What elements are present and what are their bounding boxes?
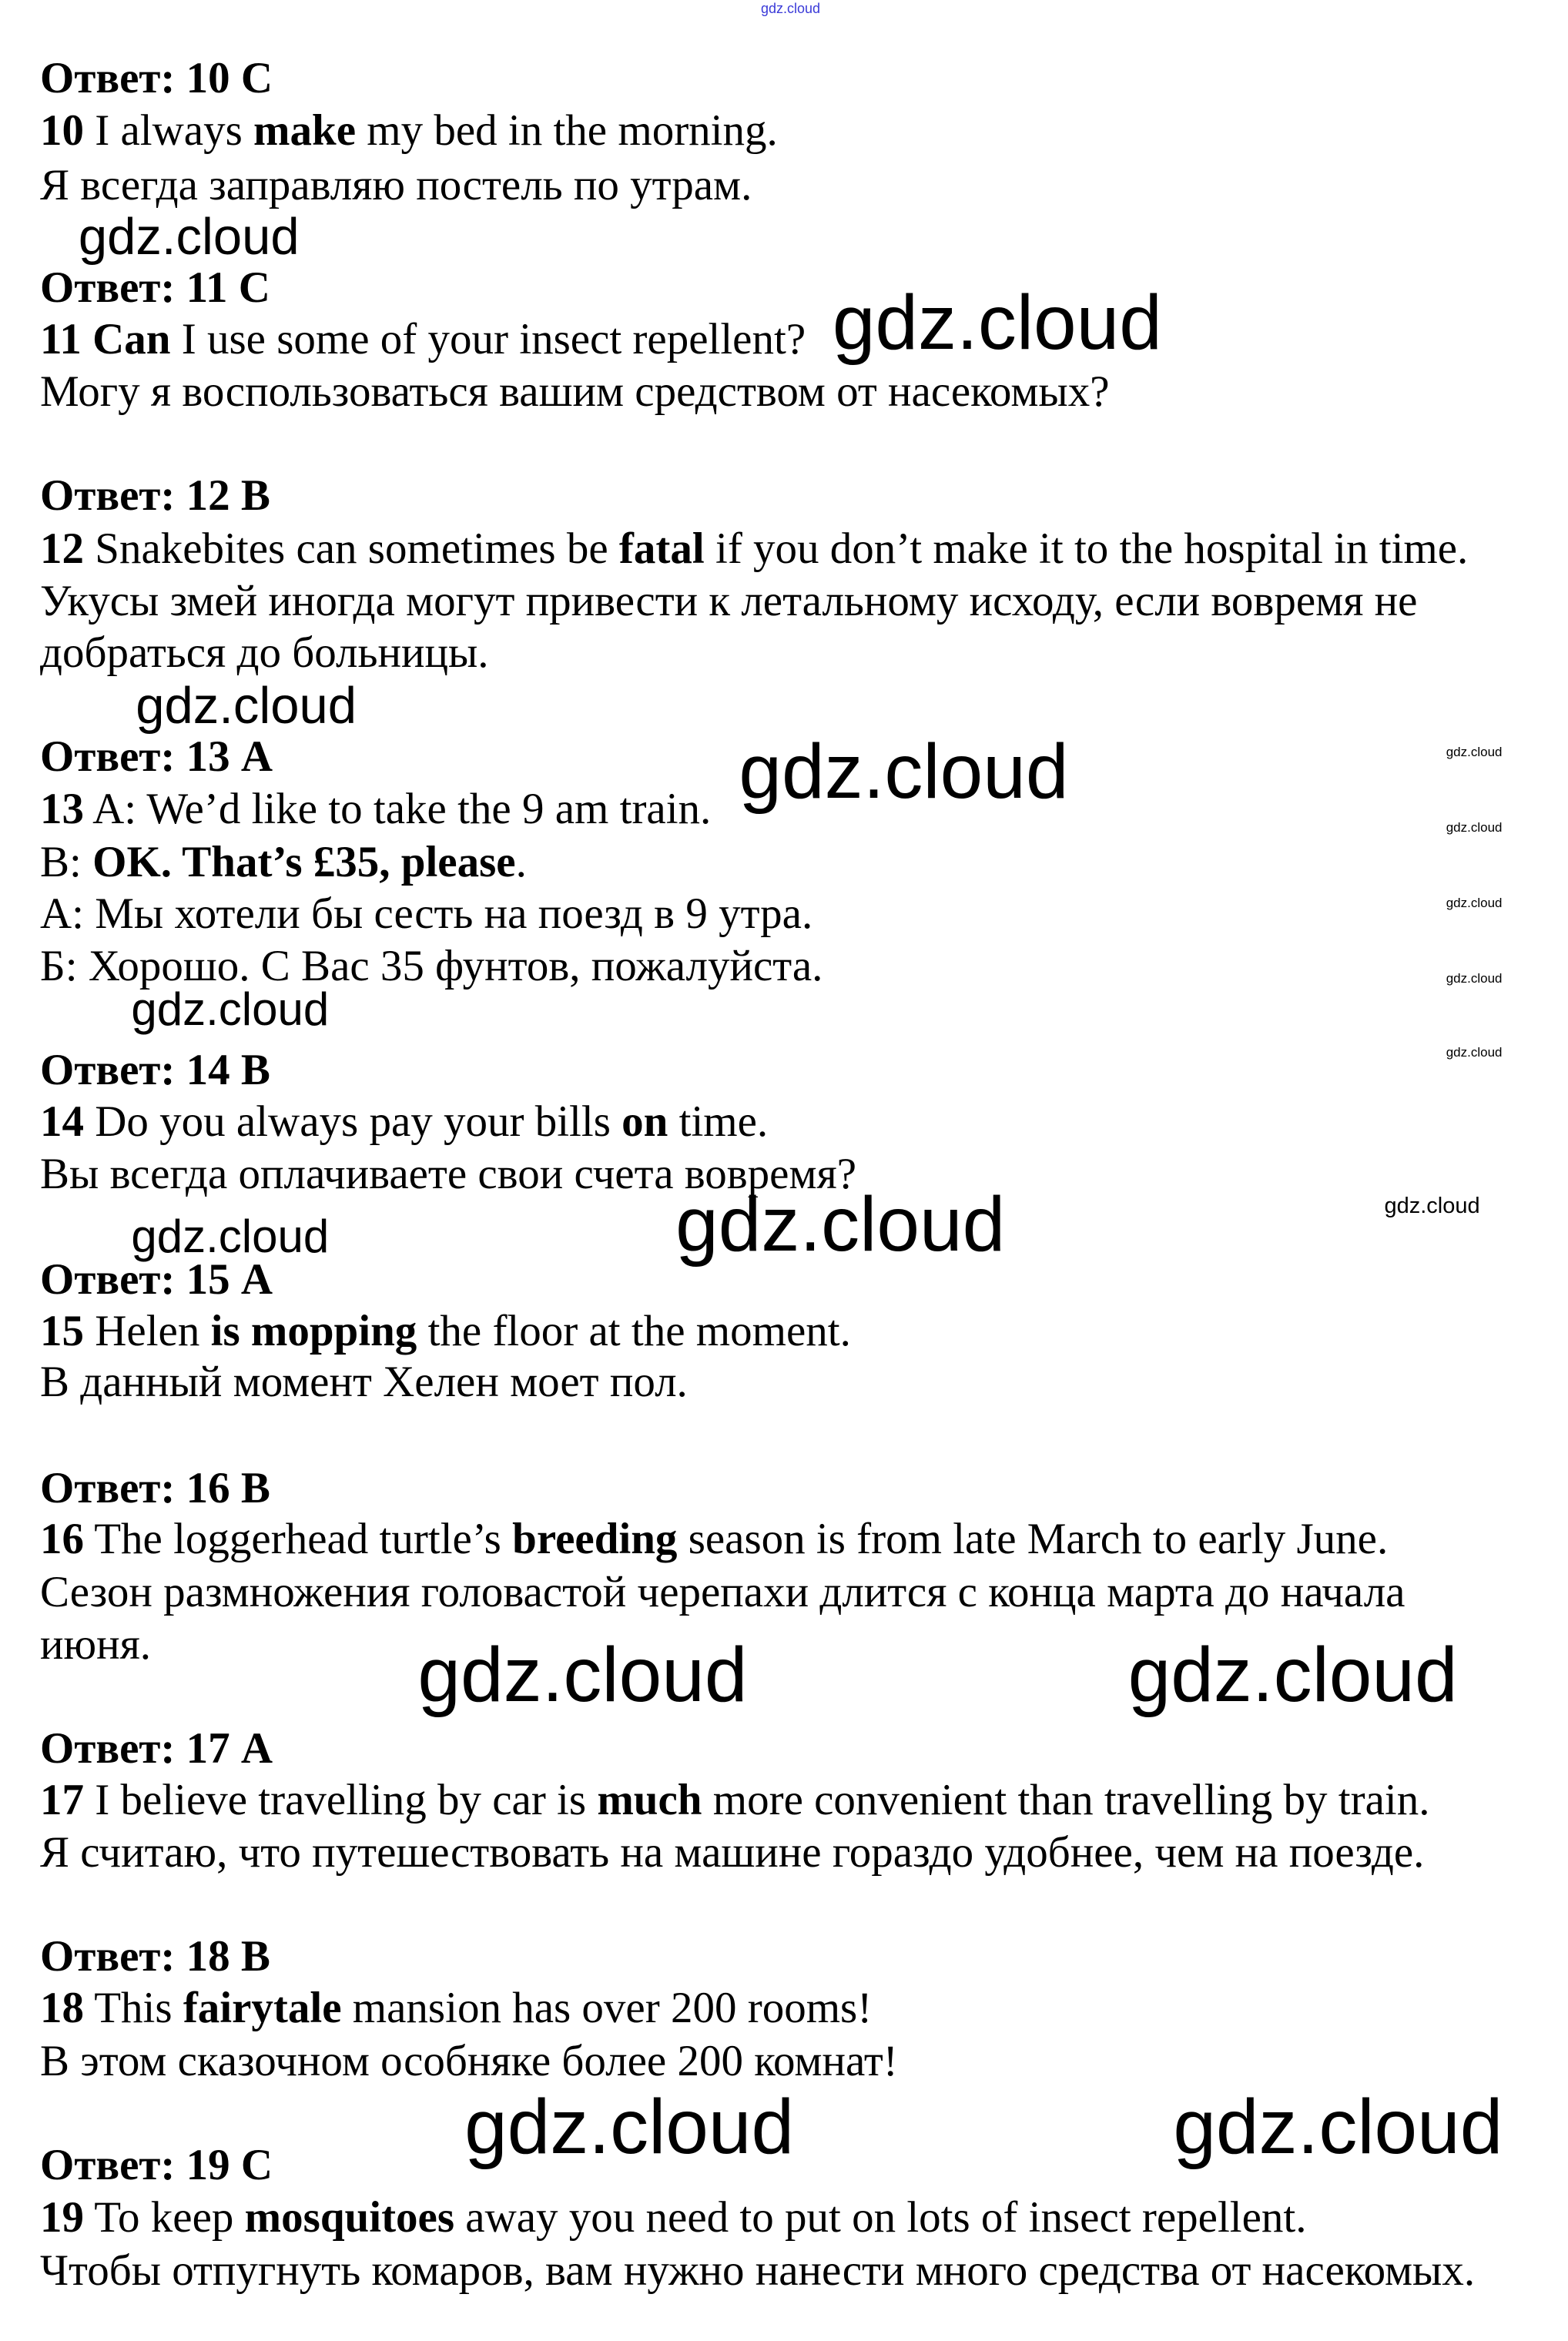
text: Helen	[84, 1306, 211, 1355]
text: my bed in the morning.	[356, 106, 778, 156]
bold-text: is mopping	[210, 1306, 417, 1355]
text: Do you always pay your bills	[84, 1097, 622, 1146]
english-sentence	[40, 836, 527, 888]
watermark: gdz.cloud	[1173, 2084, 1503, 2171]
watermark: gdz.cloud	[136, 676, 357, 735]
bold-text: 13	[40, 785, 84, 834]
watermark: gdz.cloud	[1384, 1194, 1480, 1219]
text: B:	[40, 837, 93, 886]
watermark: gdz.cloud	[1446, 1045, 1503, 1060]
text: В этом сказочном особняке более 200 комнат!	[40, 2036, 898, 2085]
bold-text: OK. That’s £35, please	[92, 837, 516, 886]
english-sentence	[40, 783, 711, 835]
watermark: gdz.cloud	[1446, 971, 1503, 986]
watermark: gdz.cloud	[78, 207, 300, 266]
russian-translation	[40, 1356, 688, 1408]
answer-heading	[40, 1462, 270, 1514]
english-sentence	[40, 2192, 1307, 2243]
bold-text: much	[597, 1775, 702, 1824]
english-sentence	[40, 1982, 872, 2034]
russian-translation	[40, 888, 812, 939]
bold-text: 17	[40, 1775, 84, 1824]
bold-text: Ответ: 17 A	[40, 1724, 273, 1773]
watermark: gdz.cloud	[131, 1211, 330, 1263]
bold-text: breeding	[512, 1515, 678, 1564]
text: Могу я воспользоваться вашим средством от насекомых?	[40, 367, 1110, 417]
bold-text: 18	[40, 1984, 84, 2032]
russian-translation	[40, 1566, 1405, 1618]
text: Вы всегда оплачиваете свои счета вовремя?	[40, 1150, 857, 1199]
watermark: gdz.cloud	[1127, 1632, 1458, 1719]
text: The loggerhead turtle’s	[84, 1515, 513, 1564]
text: Чтобы отпугнуть комаров, вам нужно нанести много средства от насекомых.	[40, 2246, 1476, 2295]
bold-text: fatal	[618, 524, 705, 573]
text: the floor at the moment.	[417, 1306, 851, 1355]
text: I believe travelling by car is	[84, 1775, 598, 1824]
english-sentence	[40, 1513, 1388, 1565]
text: Укусы змей иногда могут привести к летальному исходу, если вовремя не	[40, 577, 1418, 626]
answer-heading	[40, 1044, 270, 1096]
bold-text: 16	[40, 1515, 84, 1564]
english-sentence	[40, 1096, 768, 1147]
bold-text: fairytale	[183, 1984, 342, 2032]
answer-heading	[40, 52, 273, 104]
watermark: gdz.cloud	[832, 279, 1162, 366]
bold-text: Ответ: 11 C	[40, 263, 270, 312]
russian-translation	[40, 366, 1110, 417]
english-sentence	[40, 1774, 1429, 1826]
header-watermark: gdz.cloud	[761, 1, 821, 16]
answer-heading	[40, 1931, 270, 1982]
text: away you need to put on lots of insect repellent.	[454, 2193, 1307, 2242]
text: To keep	[84, 2193, 245, 2242]
text: mansion has over 200 rooms!	[341, 1984, 873, 2032]
text: This	[84, 1984, 183, 2032]
bold-text: Ответ: 14 B	[40, 1046, 270, 1095]
text: июня.	[40, 1620, 152, 1670]
text: добраться до больницы.	[40, 628, 489, 677]
bold-text: 19	[40, 2193, 84, 2242]
russian-translation	[40, 1619, 151, 1670]
text: I always	[84, 106, 254, 156]
watermark: gdz.cloud	[417, 1632, 748, 1719]
text: more convenient than travelling by train.	[702, 1775, 1430, 1824]
bold-text: on	[622, 1097, 668, 1146]
answer-heading	[40, 262, 270, 313]
text: Сезон размножения головастой черепахи длится с конца марта до начала	[40, 1567, 1406, 1616]
watermark: gdz.cloud	[675, 1181, 1006, 1268]
text: В данный момент Хелен моет пол.	[40, 1358, 688, 1407]
bold-text: mosquitoes	[244, 2193, 455, 2242]
answer-heading	[40, 731, 273, 782]
watermark: gdz.cloud	[131, 983, 330, 1035]
bold-text: Ответ: 10 C	[40, 53, 273, 102]
watermark: gdz.cloud	[464, 2084, 795, 2171]
bold-text: 12	[40, 524, 84, 573]
watermark: gdz.cloud	[1446, 820, 1503, 836]
bold-text: Ответ: 16 B	[40, 1463, 270, 1512]
english-sentence	[40, 313, 806, 365]
watermark: gdz.cloud	[1446, 745, 1503, 760]
russian-translation	[40, 2035, 898, 2087]
russian-translation	[40, 159, 752, 211]
text: Я всегда заправляю постель по утрам.	[40, 160, 752, 209]
bold-text: 15	[40, 1306, 84, 1355]
bold-text: Ответ: 13 A	[40, 732, 273, 781]
text: Я считаю, что путешествовать на машине гораздо удобнее, чем на поезде.	[40, 1828, 1425, 1877]
text: I use some of your insect repellent?	[170, 314, 806, 363]
watermark: gdz.cloud	[1446, 896, 1503, 911]
bold-text: 11 Can	[40, 314, 171, 363]
text: Б: Хорошо. С Вас 35 фунтов, пожалуйста.	[40, 942, 823, 991]
russian-translation	[40, 575, 1418, 627]
bold-text: 14	[40, 1097, 84, 1146]
watermark: gdz.cloud	[739, 728, 1069, 815]
bold-text: Ответ: 12 B	[40, 471, 270, 521]
russian-translation	[40, 1827, 1424, 1878]
text: A: We’d like to take the 9 am train.	[84, 785, 712, 834]
russian-translation	[40, 627, 489, 678]
text: .	[515, 837, 527, 886]
text: if you don’t make it to the hospital in time.	[704, 524, 1469, 573]
text: season is from late March to early June.	[677, 1515, 1389, 1564]
bold-text: Ответ: 15 A	[40, 1255, 273, 1304]
text: time.	[668, 1097, 769, 1146]
russian-translation	[40, 2245, 1475, 2296]
bold-text: make	[253, 106, 356, 156]
bold-text: Ответ: 18 B	[40, 1932, 270, 1981]
english-sentence	[40, 105, 778, 156]
bold-text: Ответ: 19 C	[40, 2140, 273, 2189]
answer-heading	[40, 1723, 273, 1774]
answer-heading	[40, 470, 270, 521]
text: Snakebites can sometimes be	[84, 524, 619, 573]
bold-text: 10	[40, 106, 84, 156]
english-sentence	[40, 1305, 851, 1357]
answer-heading	[40, 2139, 273, 2191]
english-sentence	[40, 523, 1468, 574]
text: А: Мы хотели бы сесть на поезд в 9 утра.	[40, 889, 813, 938]
